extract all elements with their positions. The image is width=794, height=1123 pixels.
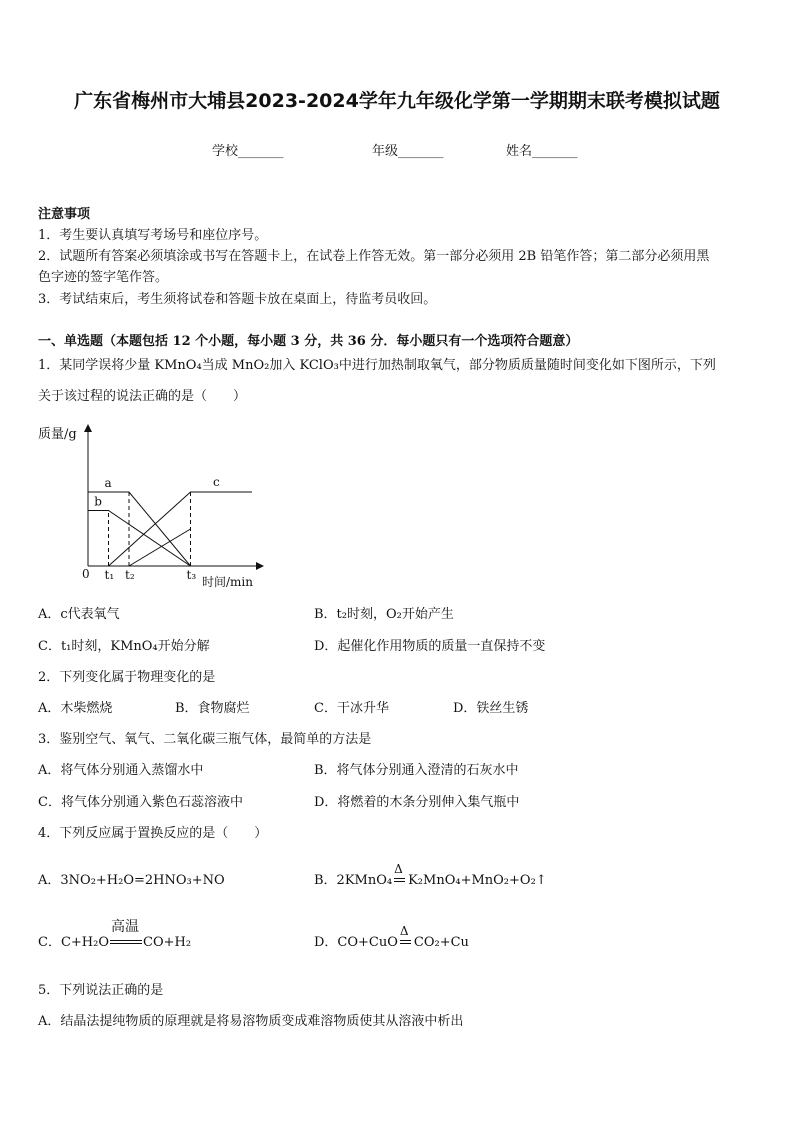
q5-stem: 5．下列说法正确的是 xyxy=(38,983,164,998)
series-label-b: b xyxy=(94,494,102,509)
series-label-c: c xyxy=(213,475,220,489)
heat-equals-sign xyxy=(392,861,408,888)
q4-option-d-reactant: D．CO+CuO xyxy=(314,935,398,950)
x-tick-3: t₃ xyxy=(186,568,197,582)
q1-stem-line2: 关于该过程的说法正确的是（ ） xyxy=(38,389,247,404)
note-item-1: 1．考生要认真填写考场号和座位序号。 xyxy=(38,228,268,243)
x-tick-2: t₂ xyxy=(125,568,135,582)
q4-option-c xyxy=(38,918,192,950)
q2-option-b: B．食物腐烂 xyxy=(175,701,250,716)
high-temp-label: 高温 xyxy=(111,918,139,935)
exam-title: 广东省梅州市大埔县2023-2024学年九年级化学第一学期期末联考模拟试题 xyxy=(74,90,720,112)
high-temp-equals-sign xyxy=(109,918,143,950)
q4-stem: 4．下列反应属于置换反应的是（ ） xyxy=(38,826,268,841)
q2-option-d: D．铁丝生锈 xyxy=(453,701,529,716)
series-line-a xyxy=(88,492,191,566)
q3-option-a: A．将气体分别通入蒸馏水中 xyxy=(38,763,204,778)
x-tick-1: t₁ xyxy=(104,568,115,582)
school-field: 学校_______ xyxy=(212,144,284,159)
q3-option-c: C．将气体分别通入紫色石蕊溶液中 xyxy=(38,795,243,810)
section-heading: 一、单选题（本题包括 12 个小题，每小题 3 分，共 36 分．每小题只有一个选项符合题意） xyxy=(38,334,579,349)
q4-option-d-products: CO₂+Cu xyxy=(413,935,469,950)
x-axis-label: 时间/min xyxy=(202,575,253,589)
q4-option-a: A．3NO₂+H₂O=2HNO₃+NO xyxy=(38,873,225,888)
q4-option-b-products: K₂MnO₄+MnO₂+O₂↑ xyxy=(408,873,547,888)
notes-heading: 注意事项 xyxy=(38,207,91,222)
q3-option-b: B．将气体分别通入澄清的石灰水中 xyxy=(314,763,519,778)
q4-option-b-reactant: B．2KMnO₄ xyxy=(314,873,393,888)
note-item-3: 3．考试结束后，考生须将试卷和答题卡放在桌面上，待监考员收回。 xyxy=(38,292,437,307)
q1-chart xyxy=(30,412,270,597)
q1-option-b: B．t₂时刻，O₂开始产生 xyxy=(314,607,454,622)
q2-stem: 2．下列变化属于物理变化的是 xyxy=(38,670,216,685)
q4-option-c-products: CO+H₂ xyxy=(143,935,192,950)
q2-option-a: A．木柴燃烧 xyxy=(38,701,113,716)
name-field: 姓名_______ xyxy=(506,144,578,159)
q1-option-a: A．c代表氧气 xyxy=(38,607,120,622)
heat-equals-sign xyxy=(398,923,414,950)
series-line-unlabeled-3 xyxy=(129,529,191,566)
q1-option-d: D．起催化作用物质的质量一直保持不变 xyxy=(314,639,546,654)
q1-option-c: C．t₁时刻，KMnO₄开始分解 xyxy=(38,639,210,654)
heat-sign: Δ xyxy=(399,923,409,938)
note-item-2: 2．试题所有答案必须填涂或书写在答题卡上，在试卷上作答无效。第一部分必须用 2B 铅笔作答；第二部分必须用黑 xyxy=(38,249,710,264)
q4-option-d xyxy=(314,923,469,950)
heat-sign: Δ xyxy=(394,861,403,876)
q4-option-c-reactant: C．C+H₂O xyxy=(38,935,109,950)
series-label-a: a xyxy=(104,476,112,490)
q1-stem-line1: 1．某同学误将少量 KMnO₄当成 MnO₂加入 KClO₃中进行加热制取氧气，部分物质质量随时间变化如下图所示，下列 xyxy=(38,358,716,373)
series-line-c xyxy=(109,492,253,566)
q3-option-d: D．将燃着的木条分别伸入集气瓶中 xyxy=(314,795,520,810)
y-axis-label: 质量/g xyxy=(38,427,77,442)
note-item-2-cont: 色字迹的签字笔作答。 xyxy=(38,270,169,285)
q4-option-b xyxy=(314,861,547,888)
q2-option-c: C．干冰升华 xyxy=(314,701,389,716)
q3-stem: 3．鉴别空气、氧气、二氧化碳三瓶气体，最简单的方法是 xyxy=(38,732,372,747)
origin-label: 0 xyxy=(82,567,90,581)
q5-option-a: A．结晶法提纯物质的原理就是将易溶物质变成难溶物质使其从溶液中析出 xyxy=(38,1014,464,1029)
grade-field: 年级_______ xyxy=(372,144,444,159)
